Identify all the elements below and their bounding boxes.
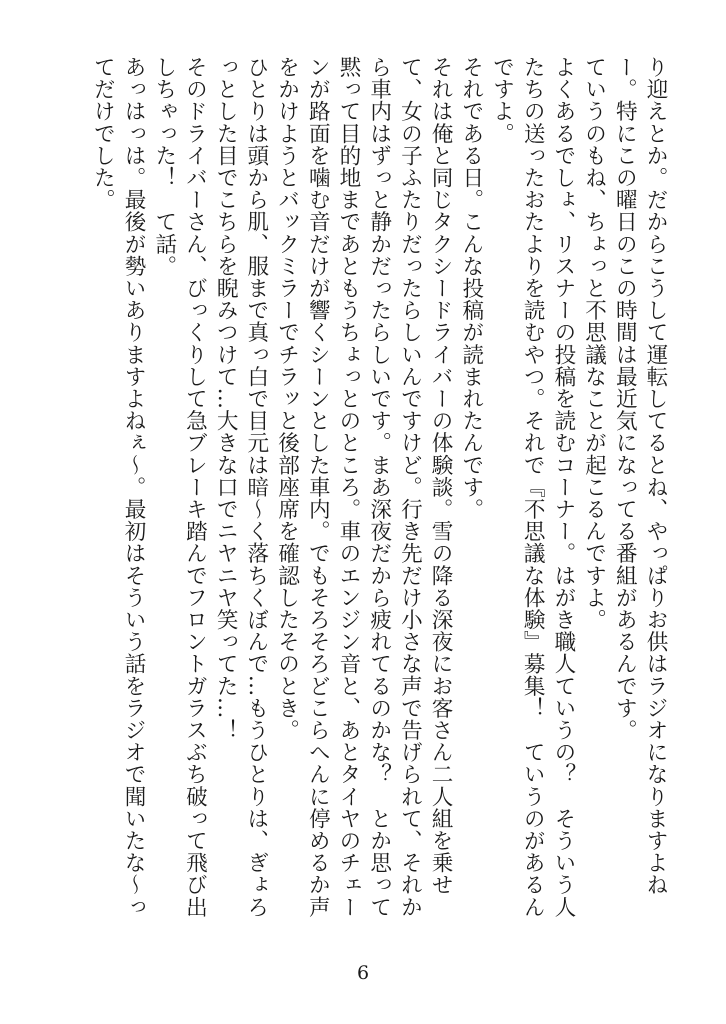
vertical-text-body: [90, 56, 670, 936]
paragraph-1: り迎えとか。だからこうして運転してるとね、やっぱりお供はラジオになりますよねー。特にこの曜日のこの時間は最近気になってる番組があるんです。: [612, 56, 668, 896]
paragraph-5: それは俺と同じタクシードライバーの体験談。雪の降る深夜にお客さん二人組を乗せて、女の子ふたりだったらしいんですけど。行き先だけ小さな声で告げられて、それから車内はずっと静かだったらしいです。まあ深夜だから疲れてるのかな？ とか思って黙って目的地まであともうちょっとのところ。車のエンジン音と、あとタイヤのチェーンが路面を噛む音だけが響くシーンとした車内。でもそろそろどこらへんに停めるか声をかけようとバックミラーでチラッと後部座席を確認したそのとき。: [274, 56, 454, 918]
paragraph-4: それである日。こんな投稿が読まれたんです。: [458, 56, 484, 521]
paragraph-7: そのドライバーさん、びっくりして急ブレーキ踏んでフロントガラスぶち破って飛び出しちゃった！ て話。: [151, 56, 208, 918]
paragraph-2: ていうのもね、ちょっと不思議なことが起こるんですよ。: [581, 56, 607, 631]
page-number: 6: [356, 962, 370, 984]
paragraph-6: ひとりは頭から肌、服まで真っ白で目元は暗〜く落ちくぼんで…もうひとりは、ぎょろっとした目でこちらを睨みつけて…大きな口でニヤニヤ笑ってた…！: [213, 56, 269, 918]
paragraph-3: よくあるでしょ、リスナーの投稿を読むコーナー。はがき職人ていうの？ そういう人たちの送ったおたよりを読むやつ。それで『不思議な体験』募集！ ていうのがあるんですよ。: [489, 56, 576, 918]
paragraph-8: あっはっは。最後が勢いありますよねぇ〜。最初はそういう話をラジオで聞いたな〜ってだけでした。: [90, 56, 147, 918]
